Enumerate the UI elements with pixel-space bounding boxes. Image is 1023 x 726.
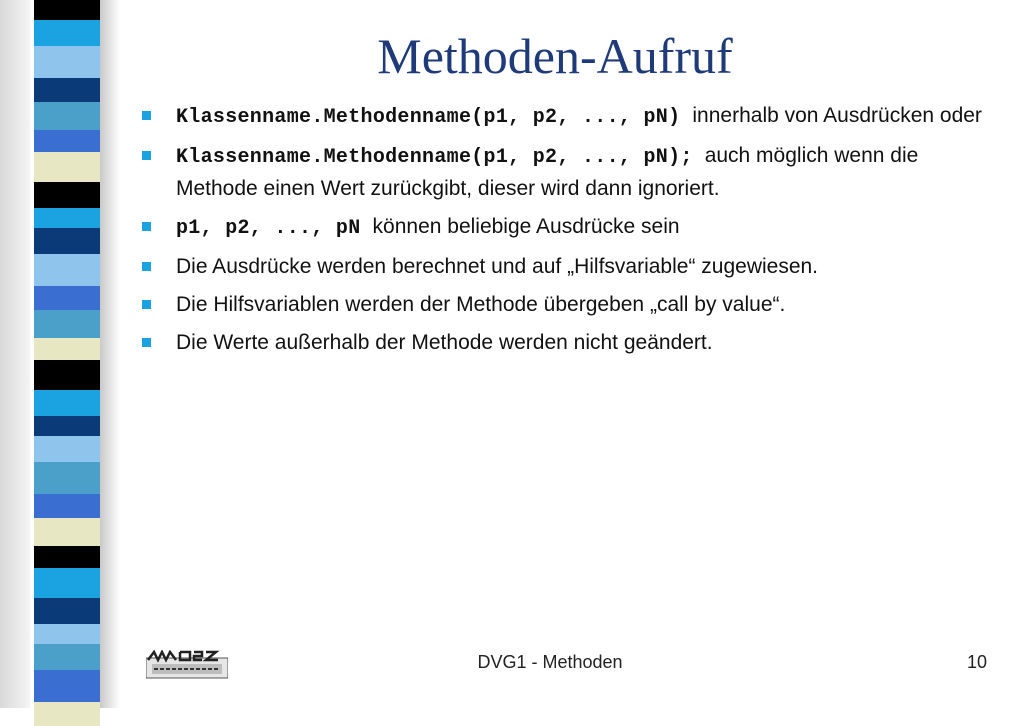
bullet-list [142,100,992,365]
slide-title: Methoden-Aufruf [377,28,733,84]
stripe-segment [34,78,100,102]
stripe-segment [34,624,100,644]
stripe-segment [34,152,100,182]
bullet-text: können beliebige Ausdrücke sein [372,215,680,238]
stripe-segment [34,46,100,78]
stripe-segment [34,360,100,390]
bullet-code: Klassenname.Methodenname(p1, p2, ..., pN) [176,106,681,129]
stripe-segment [34,182,100,208]
bullet-item [142,327,992,358]
bullet-text: Die Ausdrücke werden berechnet und auf „Hilfsvariable“ zugewiesen. [176,255,819,278]
bullet-text: auch möglich wenn die Methode einen Wert zurückgibt, dieser wird dann ignoriert. [176,144,919,200]
stripe-shadow-left [0,0,30,708]
stripe-segment [34,130,100,152]
stripe-segment [34,518,100,546]
bullet-code: Klassenname.Methodenname(p1, p2, ..., pN); [176,146,693,169]
bullet-item [142,211,992,244]
stripe-segment [34,670,100,702]
square-bullet-icon [142,111,151,120]
stripe-segment [34,228,100,254]
stripe-segment [34,102,100,130]
bullet-item [142,100,992,133]
stripe-segment [34,208,100,228]
stripe-segment [34,568,100,598]
stripe-segment [34,436,100,462]
square-bullet-icon [142,338,151,347]
bullet-item [142,251,992,282]
stripe-segment [34,416,100,436]
wrs-logo-icon [146,650,228,680]
stripe-segment [34,390,100,416]
stripe-segment [34,494,100,518]
decorative-stripe-bar [0,0,120,708]
bullet-item [142,289,992,320]
square-bullet-icon [142,151,151,160]
stripe-segment [34,338,100,360]
bullet-item [142,140,992,204]
square-bullet-icon [142,222,151,231]
stripe-segment [34,310,100,338]
bullet-code: p1, p2, ..., pN [176,217,361,240]
page-number: 10 [966,652,987,672]
stripe-segment [34,598,100,624]
square-bullet-icon [142,262,151,271]
stripe-segment [34,462,100,494]
stripe-segment [34,254,100,286]
stripe-segment [34,702,100,726]
stripe-segment [34,644,100,670]
bullet-text: innerhalb von Ausdrücken oder [692,104,982,127]
stripe-segment [34,286,100,310]
stripe-segment [34,0,100,20]
bullet-text: Die Werte außerhalb der Methode werden nicht geändert. [176,331,713,354]
stripe-segment [34,546,100,568]
stripe-segment [34,20,100,46]
footer-title: DVG1 - Methoden [477,652,623,672]
bullet-text: Die Hilfsvariablen werden der Methode übergeben „call by value“. [176,293,786,316]
stripe-shadow-right [100,0,120,708]
square-bullet-icon [142,300,151,309]
